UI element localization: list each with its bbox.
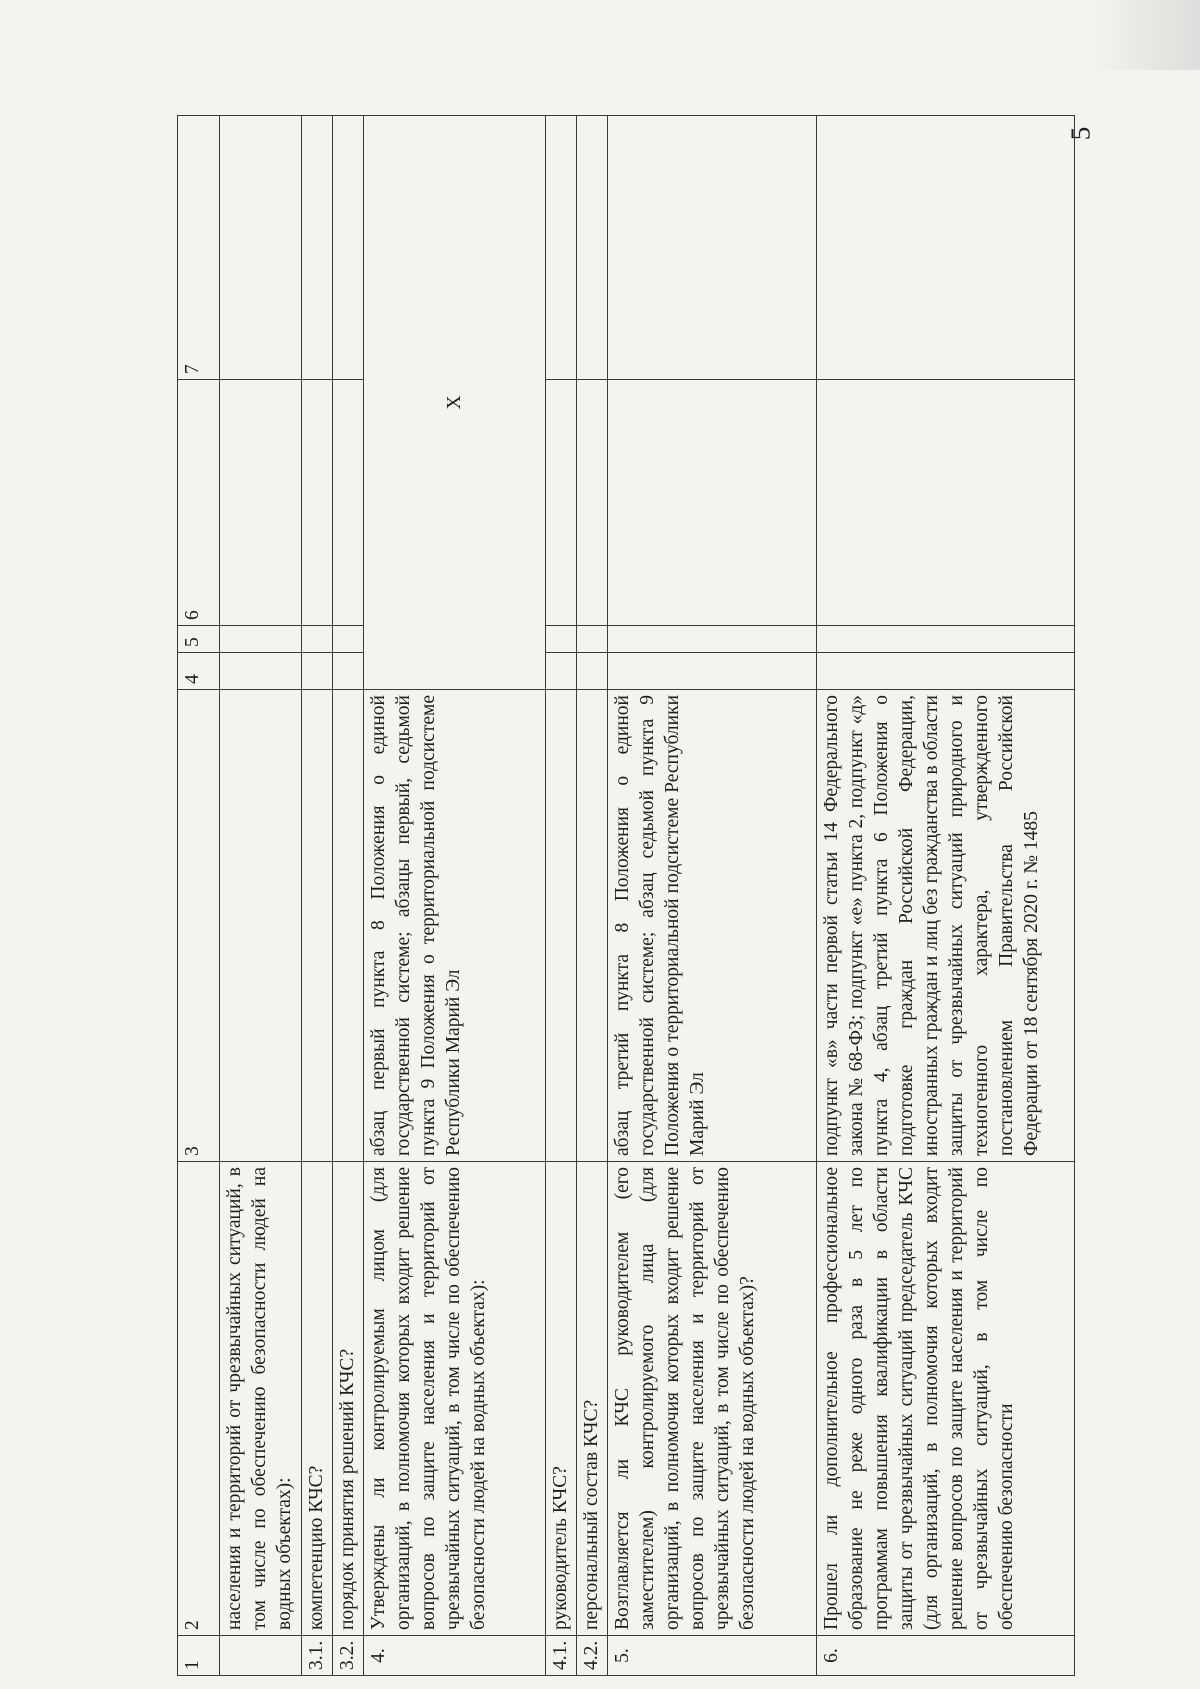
answer-cell — [817, 626, 1075, 653]
row-number: 4.2. — [577, 1636, 608, 1676]
reference-cell: абзац первый пункта 8 Положения о единой государственной системе; абзацы первый, седьмой пункта 9 Положения о территориальной подсистеме Республики Марий Эл — [363, 690, 546, 1162]
header-col-3: 3 — [178, 690, 220, 1162]
row-number: 3.1. — [302, 1636, 333, 1676]
question-cell: руководитель КЧС? — [546, 1162, 577, 1636]
row-number: 4. — [363, 1636, 546, 1676]
checklist-table — [177, 115, 1075, 1676]
reference-cell: подпункт «в» части первой статьи 14 Федерального закона № 68-ФЗ; подпункт «е» пункта 2, подпункт «д» пункта 4, абзац третий пункта 6 Положения о подготовке граждан Российской Федерации, иностранных граждан и лиц без гражданства в области защиты от чрезвычайных ситуаций природного и техногенного характера, утвержденного постановлением Правительства Российской Федерации от 18 сентября 2020 г. № 1485 — [817, 690, 1075, 1162]
answer-cell — [302, 380, 333, 626]
question-cell: населения и территорий от чрезвычайных ситуаций, в том числе по обеспечению безопасности людей на водных объектах): — [220, 1162, 302, 1636]
table-row — [546, 116, 577, 1676]
header-col-5: 5 — [178, 626, 220, 653]
answer-cell — [220, 626, 302, 653]
answer-cell — [817, 653, 1075, 690]
table-row — [220, 116, 302, 1676]
reference-cell — [220, 690, 302, 1162]
header-col-7: 7 — [178, 116, 220, 380]
answer-cell — [546, 653, 577, 690]
header-col-2: 2 — [178, 1162, 220, 1636]
reference-cell — [332, 690, 363, 1162]
answer-cell — [220, 380, 302, 626]
header-col-6: 6 — [178, 380, 220, 626]
row-number: 3.2. — [332, 1636, 363, 1676]
answer-cell — [220, 653, 302, 690]
answer-cell — [302, 626, 333, 653]
answer-cell — [577, 653, 608, 690]
answer-cell — [607, 380, 816, 626]
answer-cell — [607, 626, 816, 653]
row-number: 5. — [607, 1636, 816, 1676]
header-col-1: 1 — [178, 1636, 220, 1676]
question-cell: персональный состав КЧС? — [577, 1162, 608, 1636]
answer-cell — [332, 626, 363, 653]
answer-cell — [577, 116, 608, 380]
table-row — [363, 116, 546, 1676]
reference-cell — [546, 690, 577, 1162]
answer-cell — [302, 653, 333, 690]
reference-cell — [577, 690, 608, 1162]
reference-cell: абзац третий пункта 8 Положения о единой государственной системе; абзац седьмой пункта 9 Положения о территориальной подсистеме Республики Марий Эл — [607, 690, 816, 1162]
answer-cell — [220, 116, 302, 380]
row-number: 4.1. — [546, 1636, 577, 1676]
table-row — [302, 116, 333, 1676]
row-number: 6. — [817, 1636, 1075, 1676]
table-row — [577, 116, 608, 1676]
answer-cell — [607, 653, 816, 690]
page-number: 5 — [1065, 126, 1096, 141]
header-row — [178, 116, 220, 1676]
question-cell: Возглавляется ли КЧС руководителем (его заместителем) контролируемого лица (для организаций, в полномочия которых входит решение вопросов по защите населения и территорий от чрезвычайных ситуаций, в том числе по обеспечению безопасности людей на водных объектах)? — [607, 1162, 816, 1636]
answer-cell — [577, 626, 608, 653]
answer-cell — [332, 380, 363, 626]
answer-cell — [302, 116, 333, 380]
reference-cell — [302, 690, 333, 1162]
question-cell: Прошел ли дополнительное профессиональное образование не реже одного раза в 5 лет по программам повышения квалификации в области защиты от чрезвычайных ситуаций председатель КЧС (для организаций, в полномочия которых входит решение вопросов по защите населения и территорий от чрезвычайных ситуаций, в том числе по обеспечению безопасности — [817, 1162, 1075, 1636]
table-row — [607, 116, 816, 1676]
answer-cell — [546, 116, 577, 380]
answer-cell — [332, 653, 363, 690]
answer-cell — [546, 626, 577, 653]
answer-cell — [577, 380, 608, 626]
answer-cell — [607, 116, 816, 380]
row-number — [220, 1636, 302, 1676]
scan-shadow — [1090, 0, 1200, 70]
rotated-page-content — [177, 116, 1075, 1676]
question-cell: компетенцию КЧС? — [302, 1162, 333, 1636]
answer-cell — [332, 116, 363, 380]
table-row — [332, 116, 363, 1676]
not-applicable-mark: X — [363, 116, 546, 690]
question-cell: порядок принятия решений КЧС? — [332, 1162, 363, 1636]
answer-cell — [817, 116, 1075, 380]
answer-cell — [546, 380, 577, 626]
table-row — [817, 116, 1075, 1676]
answer-cell — [817, 380, 1075, 626]
question-cell: Утверждены ли контролируемым лицом (для организаций, в полномочия которых входит решение вопросов по защите населения и территорий от чрезвычайных ситуаций, в том числе по обеспечению безопасности людей на водных объектах): — [363, 1162, 546, 1636]
header-col-4: 4 — [178, 653, 220, 690]
